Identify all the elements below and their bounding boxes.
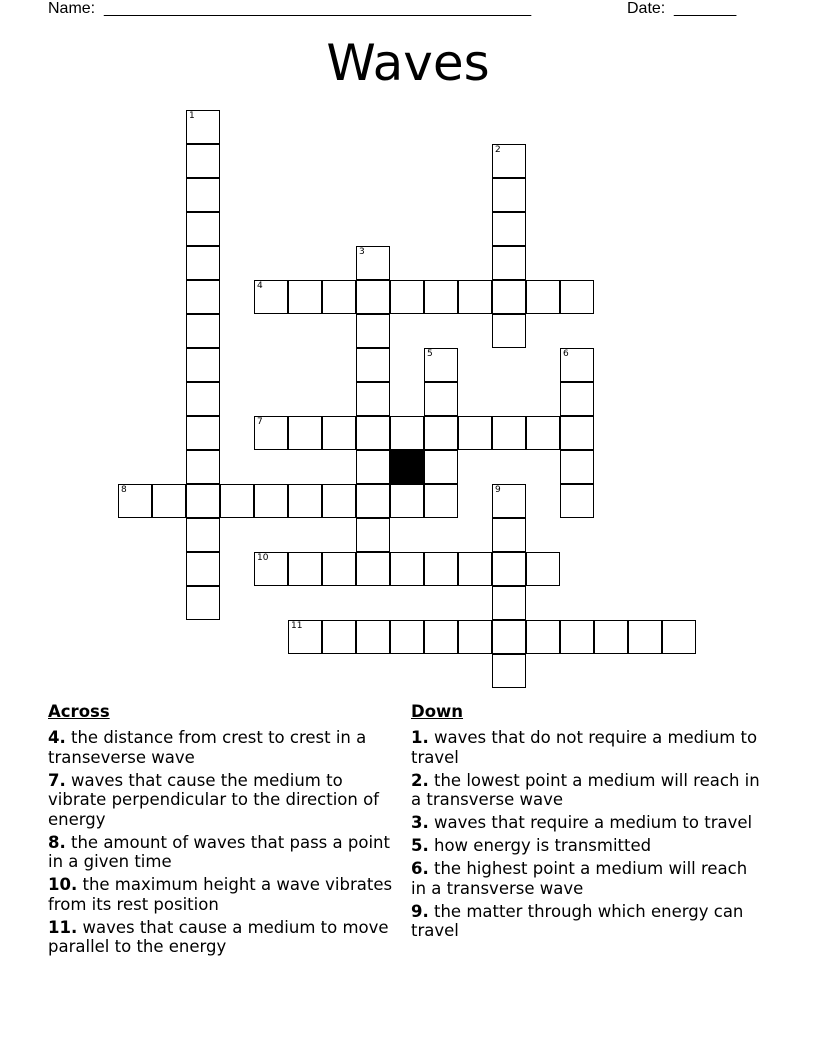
clue-item-text: the maximum height a wave vibrates from its rest position [48, 875, 393, 914]
grid-cell[interactable] [594, 620, 628, 654]
grid-cell[interactable] [186, 416, 220, 450]
grid-cell[interactable] [424, 552, 458, 586]
clue-number: 9 [495, 485, 501, 495]
grid-cell[interactable] [560, 620, 594, 654]
grid-cell[interactable] [356, 552, 390, 586]
grid-cell[interactable] [424, 450, 458, 484]
down-clues [411, 702, 761, 944]
clue-item-text: the lowest point a medium will reach in a transverse wave [411, 770, 760, 809]
grid-cell[interactable] [458, 620, 492, 654]
name-line[interactable]: ________________________________________________ [104, 0, 532, 17]
grid-cell[interactable] [322, 620, 356, 654]
clue-item-text: waves that cause a medium to move parallel to the energy [48, 917, 389, 956]
grid-cell[interactable] [356, 280, 390, 314]
grid-cell[interactable] [356, 450, 390, 484]
grid-cell[interactable] [390, 416, 424, 450]
grid-cell[interactable] [390, 552, 424, 586]
clue-item [411, 813, 761, 833]
grid-cell[interactable] [560, 280, 594, 314]
grid-cell[interactable] [424, 620, 458, 654]
grid-cell[interactable] [356, 246, 390, 280]
grid-cell[interactable] [492, 484, 526, 518]
grid-cell[interactable] [356, 620, 390, 654]
grid-cell[interactable] [356, 416, 390, 450]
grid-cell[interactable] [356, 382, 390, 416]
clue-number: 11 [291, 621, 303, 631]
clue-item [48, 728, 398, 767]
grid-cell[interactable] [186, 382, 220, 416]
clue-number: 1 [189, 111, 195, 121]
clue-item [411, 859, 761, 898]
clue-item-number: 2. [411, 770, 429, 790]
puzzle-title: Waves [326, 34, 490, 92]
grid-cell[interactable] [492, 416, 526, 450]
grid-cell[interactable] [492, 144, 526, 178]
grid-cell[interactable] [220, 484, 254, 518]
grid-cell[interactable] [560, 348, 594, 382]
grid-cell[interactable] [560, 450, 594, 484]
clue-number: 2 [495, 145, 501, 155]
date-line[interactable]: _______ [674, 0, 737, 17]
clue-item [411, 728, 761, 767]
grid-cell[interactable] [492, 178, 526, 212]
clue-number: 3 [359, 247, 365, 257]
clue-item [411, 902, 761, 941]
grid-cell[interactable] [152, 484, 186, 518]
clue-number: 8 [121, 485, 127, 495]
grid-cell[interactable] [458, 416, 492, 450]
grid-cell[interactable] [186, 348, 220, 382]
grid-cell[interactable] [186, 314, 220, 348]
grid-cell[interactable] [322, 552, 356, 586]
grid-cell[interactable] [526, 280, 560, 314]
clue-number: 4 [257, 281, 263, 291]
grid-cell[interactable] [492, 246, 526, 280]
black-cell [390, 450, 424, 484]
clue-item [48, 833, 398, 872]
clue-number: 6 [563, 349, 569, 359]
grid-cell[interactable] [526, 416, 560, 450]
grid-cell[interactable] [186, 280, 220, 314]
clue-item [411, 836, 761, 856]
clue-item-number: 11. [48, 917, 78, 937]
clue-item-text: the matter through which energy can travel [411, 901, 744, 940]
clue-number: 5 [427, 349, 433, 359]
grid-cell[interactable] [254, 280, 288, 314]
grid-cell[interactable] [288, 416, 322, 450]
grid-cell[interactable] [254, 484, 288, 518]
clue-item-text: the amount of waves that pass a point in a given time [48, 832, 390, 871]
grid-cell[interactable] [458, 280, 492, 314]
grid-cell[interactable] [356, 484, 390, 518]
grid-cell[interactable] [424, 348, 458, 382]
clue-item [48, 771, 398, 830]
grid-cell[interactable] [560, 382, 594, 416]
grid-cell[interactable] [458, 552, 492, 586]
grid-cell[interactable] [254, 552, 288, 586]
clue-item [411, 771, 761, 810]
grid-cell[interactable] [288, 552, 322, 586]
grid-cell[interactable] [390, 484, 424, 518]
clue-item-text: waves that do not require a medium to travel [411, 728, 758, 767]
grid-cell[interactable] [492, 586, 526, 620]
grid-cell[interactable] [492, 314, 526, 348]
clue-item-number: 5. [411, 836, 429, 855]
down-heading: Down [411, 702, 464, 721]
clue-number: 7 [257, 417, 263, 427]
date-label: Date: [627, 0, 666, 17]
grid-cell[interactable] [288, 484, 322, 518]
clue-item-text: the distance from crest to crest in a transeverse wave [48, 728, 367, 767]
grid-cell[interactable] [186, 246, 220, 280]
clue-item-text: waves that require a medium to travel [428, 813, 753, 832]
grid-cell[interactable] [424, 484, 458, 518]
across-clues [48, 702, 398, 960]
grid-cell[interactable] [492, 654, 526, 688]
grid-cell[interactable] [526, 620, 560, 654]
grid-cell[interactable] [526, 552, 560, 586]
grid-cell[interactable] [288, 620, 322, 654]
grid-cell[interactable] [118, 484, 152, 518]
clue-item-number: 3. [411, 813, 429, 832]
grid-cell[interactable] [356, 348, 390, 382]
grid-cell[interactable] [186, 212, 220, 246]
grid-cell[interactable] [254, 416, 288, 450]
grid-cell[interactable] [356, 314, 390, 348]
across-heading: Across [48, 702, 110, 721]
clue-item-number: 1. [411, 728, 429, 747]
grid-cell[interactable] [186, 450, 220, 484]
clue-item-number: 10. [48, 875, 78, 894]
grid-cell[interactable] [186, 552, 220, 586]
clue-item-text: waves that cause the medium to vibrate perpendicular to the direction of energy [48, 770, 379, 829]
grid-cell[interactable] [186, 586, 220, 620]
grid-cell[interactable] [492, 212, 526, 246]
grid-cell[interactable] [424, 280, 458, 314]
grid-cell[interactable] [390, 280, 424, 314]
clue-item-number: 8. [48, 832, 66, 852]
grid-cell[interactable] [560, 416, 594, 450]
clue-item-number: 7. [48, 770, 66, 790]
grid-cell[interactable] [492, 518, 526, 552]
grid-cell[interactable] [492, 552, 526, 586]
clue-item [48, 875, 398, 914]
grid-cell[interactable] [424, 416, 458, 450]
clue-item [48, 918, 398, 957]
clue-item-number: 4. [48, 728, 66, 747]
grid-cell[interactable] [288, 280, 322, 314]
grid-cell[interactable] [186, 144, 220, 178]
grid-cell[interactable] [186, 518, 220, 552]
grid-cell[interactable] [662, 620, 696, 654]
grid-cell[interactable] [390, 620, 424, 654]
grid-cell[interactable] [424, 382, 458, 416]
grid-cell[interactable] [322, 280, 356, 314]
grid-cell[interactable] [492, 620, 526, 654]
clue-number: 10 [257, 553, 269, 563]
grid-cell[interactable] [628, 620, 662, 654]
clue-item-number: 9. [411, 901, 429, 921]
clue-item-number: 6. [411, 859, 429, 878]
clue-item-text: the highest point a medium will reach in a transverse wave [411, 859, 748, 898]
grid-cell[interactable] [186, 110, 220, 144]
grid-cell[interactable] [186, 484, 220, 518]
grid-cell[interactable] [560, 484, 594, 518]
clue-item-text: how energy is transmitted [428, 836, 652, 855]
grid-cell[interactable] [186, 178, 220, 212]
name-label: Name: [48, 0, 96, 17]
grid-cell[interactable] [322, 416, 356, 450]
grid-cell[interactable] [492, 280, 526, 314]
grid-cell[interactable] [322, 484, 356, 518]
grid-cell[interactable] [356, 518, 390, 552]
